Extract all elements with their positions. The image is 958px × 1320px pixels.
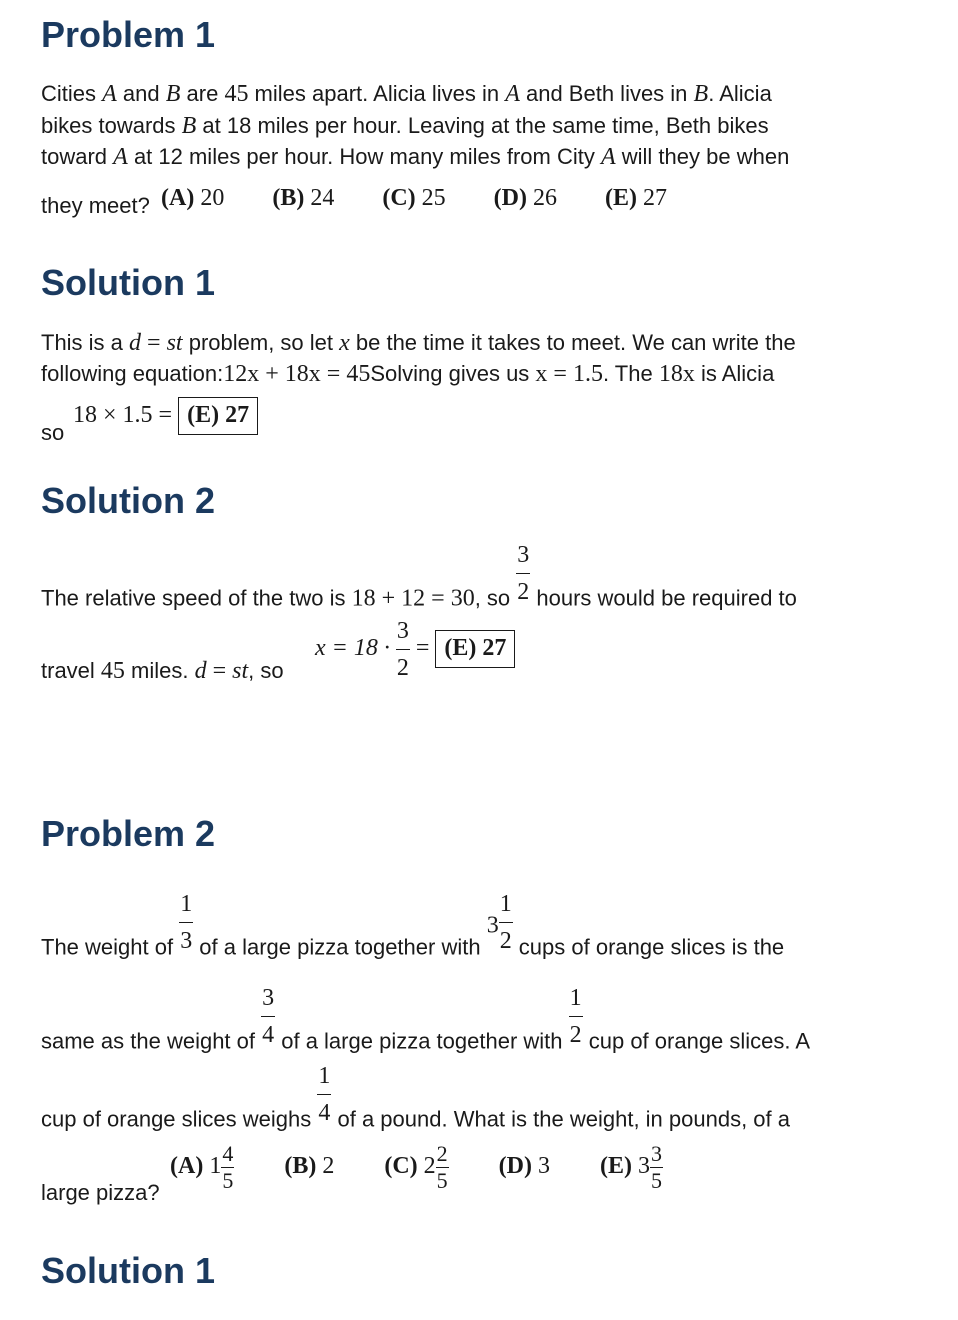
choice-b: (B) 2	[284, 1153, 335, 1180]
choice-d: (D) 26	[493, 185, 557, 211]
solution-1-expression: 18 × 1.5 = (E) 27	[73, 397, 258, 435]
problem-2-line-3: cup of orange slices weighs $\frac{1}{4}$ of a pound. What is the weight, in pounds, of a	[41, 1063, 791, 1132]
choice-a: (A) 20	[161, 185, 225, 211]
solution-2-expression: x = 18 · $\frac{3}{2}$ = (E) 27	[315, 619, 515, 680]
fraction-three-quarters: $\frac{3}{4}$	[262, 985, 275, 1048]
choice-b: (B) 24	[272, 185, 335, 211]
choice-e: (E) 27	[604, 185, 667, 211]
solution-1-line-1: This is a d = st problem, so let x be the time it takes to meet. We can write the	[41, 330, 796, 356]
problem-1-line-4: they meet?	[41, 193, 150, 218]
problem-2-line-4: large pizza?	[41, 1180, 160, 1205]
problem-1-line-3: toward A at 12 miles per hour. How many miles from City A will they be when	[41, 144, 790, 170]
solution-1-line-2: following equation:12x + 18x = 45Solving gives us x = 1.5. The 18x is Alicia	[41, 361, 775, 387]
fraction-one-half-2: $\frac{1}{2}$	[569, 985, 582, 1048]
solution-2-line-1: The relative speed of the two is 18 + 12 = 30, so $\frac{3}{2}$ hours would be required to	[41, 542, 797, 612]
fraction-three-halves-2: $\frac{3}{2}$	[396, 618, 409, 681]
choice-c: (C) 2 $\frac{2}{5}$	[384, 1141, 448, 1193]
problem-1-choices	[161, 185, 715, 212]
solution-2-heading: Solution 2	[41, 480, 215, 521]
fraction-one-quarter: $\frac{1}{4}$	[318, 1063, 331, 1126]
problem-2-line-2: same as the weight of $\frac{3}{4}$ of a large pizza together with $\frac{1}{2}$ cup of orange slices. A	[41, 985, 811, 1054]
choice-c: (C) 25	[382, 185, 446, 211]
choice-e: (E) 3 $\frac{3}{5}$	[599, 1141, 662, 1193]
fraction-one-third: $\frac{1}{3}$	[180, 891, 193, 954]
choice-d: (D) 3	[498, 1153, 550, 1180]
problem-1-line-2: bikes towards B at 18 miles per hour. Leaving at the same time, Beth bikes	[41, 113, 769, 139]
problem-2-line-1: The weight of $\frac{1}{3}$ of a large pizza together with 3 $\frac{1}{2}$ cups of orange slices is the	[41, 891, 785, 960]
fraction-three-halves: $\frac{3}{2}$	[517, 542, 530, 605]
choice-c-fraction: $\frac{2}{5}$	[436, 1141, 448, 1193]
solution-1-so: so	[41, 420, 65, 445]
problem-2-heading: Problem 2	[41, 813, 216, 854]
fraction-one-half: $\frac{1}{2}$	[499, 891, 512, 954]
problem-1-heading: Problem 1	[41, 14, 216, 55]
solution-1-answer-box: (E) 27	[178, 397, 258, 435]
solution-2-answer-box: (E) 27	[435, 630, 515, 668]
solution-2-line-2: travel 45 miles. d = st, so	[41, 658, 284, 684]
problem-1-line-1: Cities A and B are 45 miles apart. Alicia lives in A and Beth lives in B. Alicia	[41, 81, 772, 107]
problem-2-choices	[170, 1143, 663, 1192]
choice-a: (A) 1 $\frac{4}{5}$	[170, 1141, 234, 1193]
solution-1-heading: Solution 1	[41, 262, 215, 303]
choice-a-fraction: $\frac{4}{5}$	[222, 1141, 234, 1193]
choice-e-fraction: $\frac{3}{5}$	[650, 1141, 662, 1193]
problem-2-solution-1-heading: Solution 1	[41, 1250, 215, 1291]
